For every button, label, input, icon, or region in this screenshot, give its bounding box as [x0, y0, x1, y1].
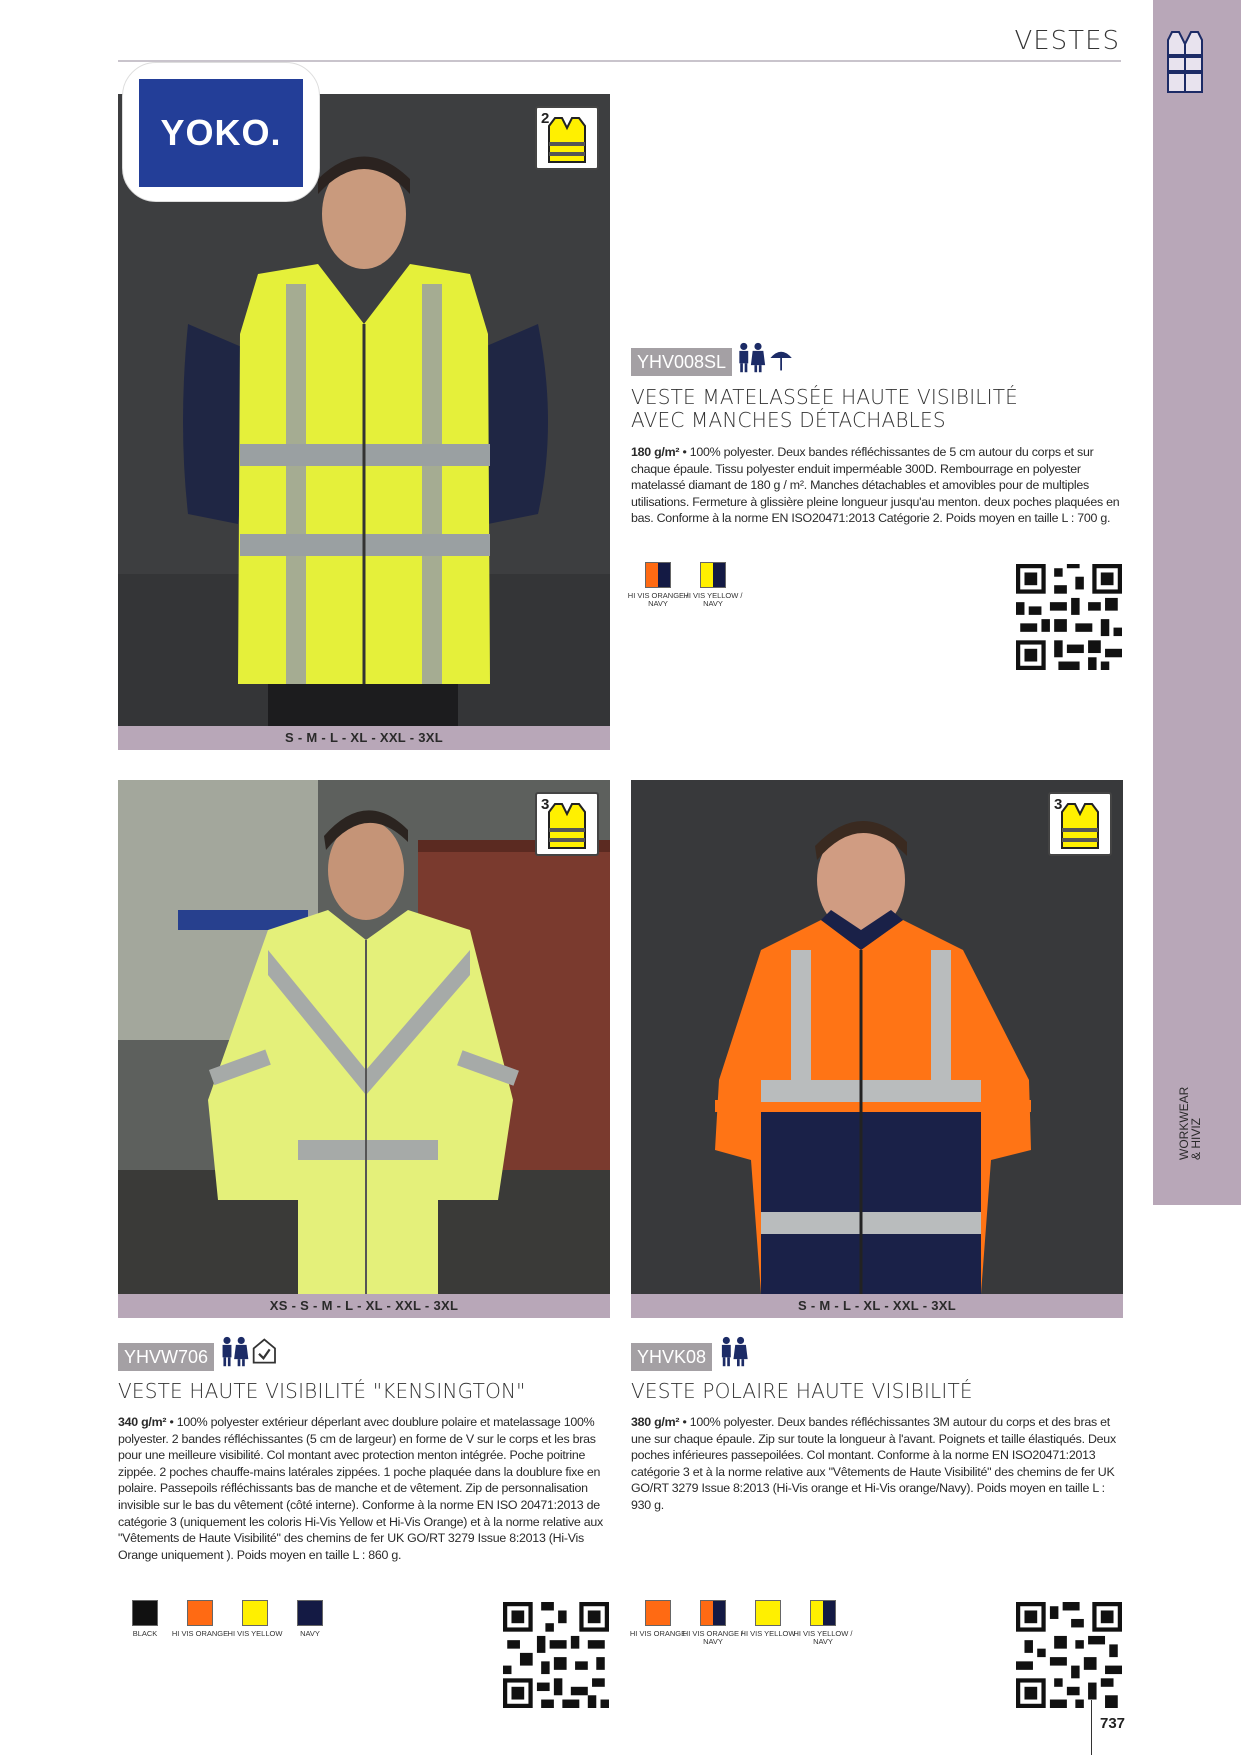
qr-code[interactable] [1016, 1602, 1122, 1708]
product-description-text: • 100% polyester extérieur déperlant avec doublure polaire et matelassage 100% polyester. 2 bandes réfléchissantes (5 cm de largeur) en forme de V sur le corps et les bras pour une meilleure visibilité. Col montant avec protection menton intégrée. Poche poitrine zippée. 2 poches chauffe-mains latérales zippées. 1 poche plaquée dans la doublure fixe en polaire. Passepoils réfléchissants bas de manche et de vêtement. Zip de personnalisation invisible sur le bas du vêtement (côté interne). Conforme à la norme EN ISO 20471:2013 de catégorie 3 (uniquement les coloris Hi-Vis Yellow et Hi-Vis Orange) et à la norme relative aux "Vêtements de Haute Visibilité" des chemins de fer UK GO/RT 3279 Issue 8:2013 (Hi-Vis Orange uniquement ). Poids moyen en taille L : 860 g. [118, 1415, 603, 1562]
color-swatch [132, 1600, 158, 1638]
side-tab [1153, 0, 1241, 1205]
color-label: HI VIS YELLOW / NAVY [683, 591, 743, 608]
unisex-rain-icons [733, 342, 799, 374]
hivis-class-badge [535, 106, 599, 170]
color-label: HI VIS YELLOW [740, 1629, 796, 1638]
product-ref: YHVK08 [631, 1343, 712, 1371]
side-tab-line2: & HIVIZ [1189, 1117, 1203, 1160]
product-title-line1: VESTE MATELASSÉE HAUTE VISIBILITÉ [631, 385, 1019, 409]
product-description [631, 1414, 1121, 1514]
color-label: HI VIS YELLOW / NAVY [793, 1629, 853, 1646]
product-title-line1: VESTE HAUTE VISIBILITÉ "KENSINGTON" [118, 1379, 526, 1403]
color-swatch [227, 1600, 283, 1638]
page-number: 737 [1100, 1715, 1126, 1732]
brand-logo-text: YOKO. [139, 79, 303, 187]
color-swatch [793, 1600, 853, 1646]
color-label: NAVY [300, 1629, 320, 1638]
product-title [631, 1380, 1111, 1403]
size-range: S - M - L - XL - XXL - 3XL [631, 1294, 1123, 1318]
color-label: BLACK [132, 1629, 158, 1638]
page-number-divider [1091, 1700, 1092, 1755]
unisex-icons [717, 1336, 757, 1368]
color-label: HI VIS YELLOW [227, 1629, 283, 1638]
qr-code[interactable] [503, 1602, 609, 1708]
product-title [118, 1380, 598, 1403]
hivis-class-badge [1048, 792, 1112, 856]
product-description-text: • 100% polyester. Deux bandes réfléchissantes 3M autour du corps et des bras et une sur chaque épaule. Zip sur toute la longueur à l'avant. Poignets et taille élastiqués. Deux poches inférieures passepoilées. Col montant. Conforme à la norme EN ISO20471:2013 catégorie 3 et à la norme relative aux "Vêtements de Haute Visibilité" des chemins de fer UK GO/RT 3279 Issue 8:2013 (Hi-Vis orange et Hi-Vis orange/Navy). Poids moyen en taille L : 930 g. [631, 1415, 1116, 1512]
product-title-line1: VESTE POLAIRE HAUTE VISIBILITÉ [631, 1379, 973, 1403]
hivis-class-number: 3 [1054, 796, 1063, 813]
side-tab-line1: WORKWEAR [1177, 1086, 1191, 1160]
vest-icon [1162, 28, 1208, 96]
product-title [631, 386, 1071, 432]
product-description [118, 1414, 606, 1563]
color-swatch [171, 1600, 229, 1638]
color-swatch [297, 1600, 323, 1638]
color-label: HI VIS ORANGE / NAVY [627, 591, 689, 608]
product-ref: YHV008SL [631, 348, 732, 376]
color-swatch [629, 1600, 687, 1638]
product-ref: YHVW706 [118, 1343, 214, 1371]
color-label: HI VIS ORANGE [629, 1629, 687, 1638]
color-swatch [683, 562, 743, 608]
hivis-class-badge [535, 792, 599, 856]
product-description [631, 444, 1121, 527]
product-weight: 180 g/m² [631, 445, 680, 459]
color-label: HI VIS ORANGE / NAVY [682, 1629, 744, 1646]
size-range: XS - S - M - L - XL - XXL - 3XL [118, 1294, 610, 1318]
unisex-eco-icons [216, 1336, 286, 1368]
product-weight: 380 g/m² [631, 1415, 680, 1429]
section-title: VESTES [1014, 26, 1120, 56]
color-swatch [627, 562, 689, 608]
qr-code[interactable] [1016, 564, 1122, 670]
side-tab-label [1178, 1080, 1202, 1160]
hivis-class-number: 2 [541, 110, 550, 127]
product-weight: 340 g/m² [118, 1415, 167, 1429]
color-swatch [682, 1600, 744, 1646]
product-description-text: • 100% polyester. Deux bandes réfléchissantes de 5 cm autour du corps et sur chaque épaule. Tissu polyester enduit imperméable 300D. Rembourrage en polyester matelassé diamant de 180 g / m². Manches détachables et amovibles pour de multiples utilisations. Fermeture à glissière pleine longueur jusqu'au menton. deux poches plaquées en bas. Conforme à la norme EN ISO20471:2013 Catégorie 2. Poids moyen en taille L : 700 g. [631, 445, 1120, 526]
product-photo-yhvw706 [118, 780, 610, 1294]
product-photo-yhvk08 [631, 780, 1123, 1294]
product-title-line2: AVEC MANCHES DÉTACHABLES [631, 408, 946, 432]
color-swatch [740, 1600, 796, 1638]
size-range: S - M - L - XL - XXL - 3XL [118, 726, 610, 750]
color-label: HI VIS ORANGE [171, 1629, 229, 1638]
brand-logo [122, 62, 320, 202]
hivis-class-number: 3 [541, 796, 550, 813]
